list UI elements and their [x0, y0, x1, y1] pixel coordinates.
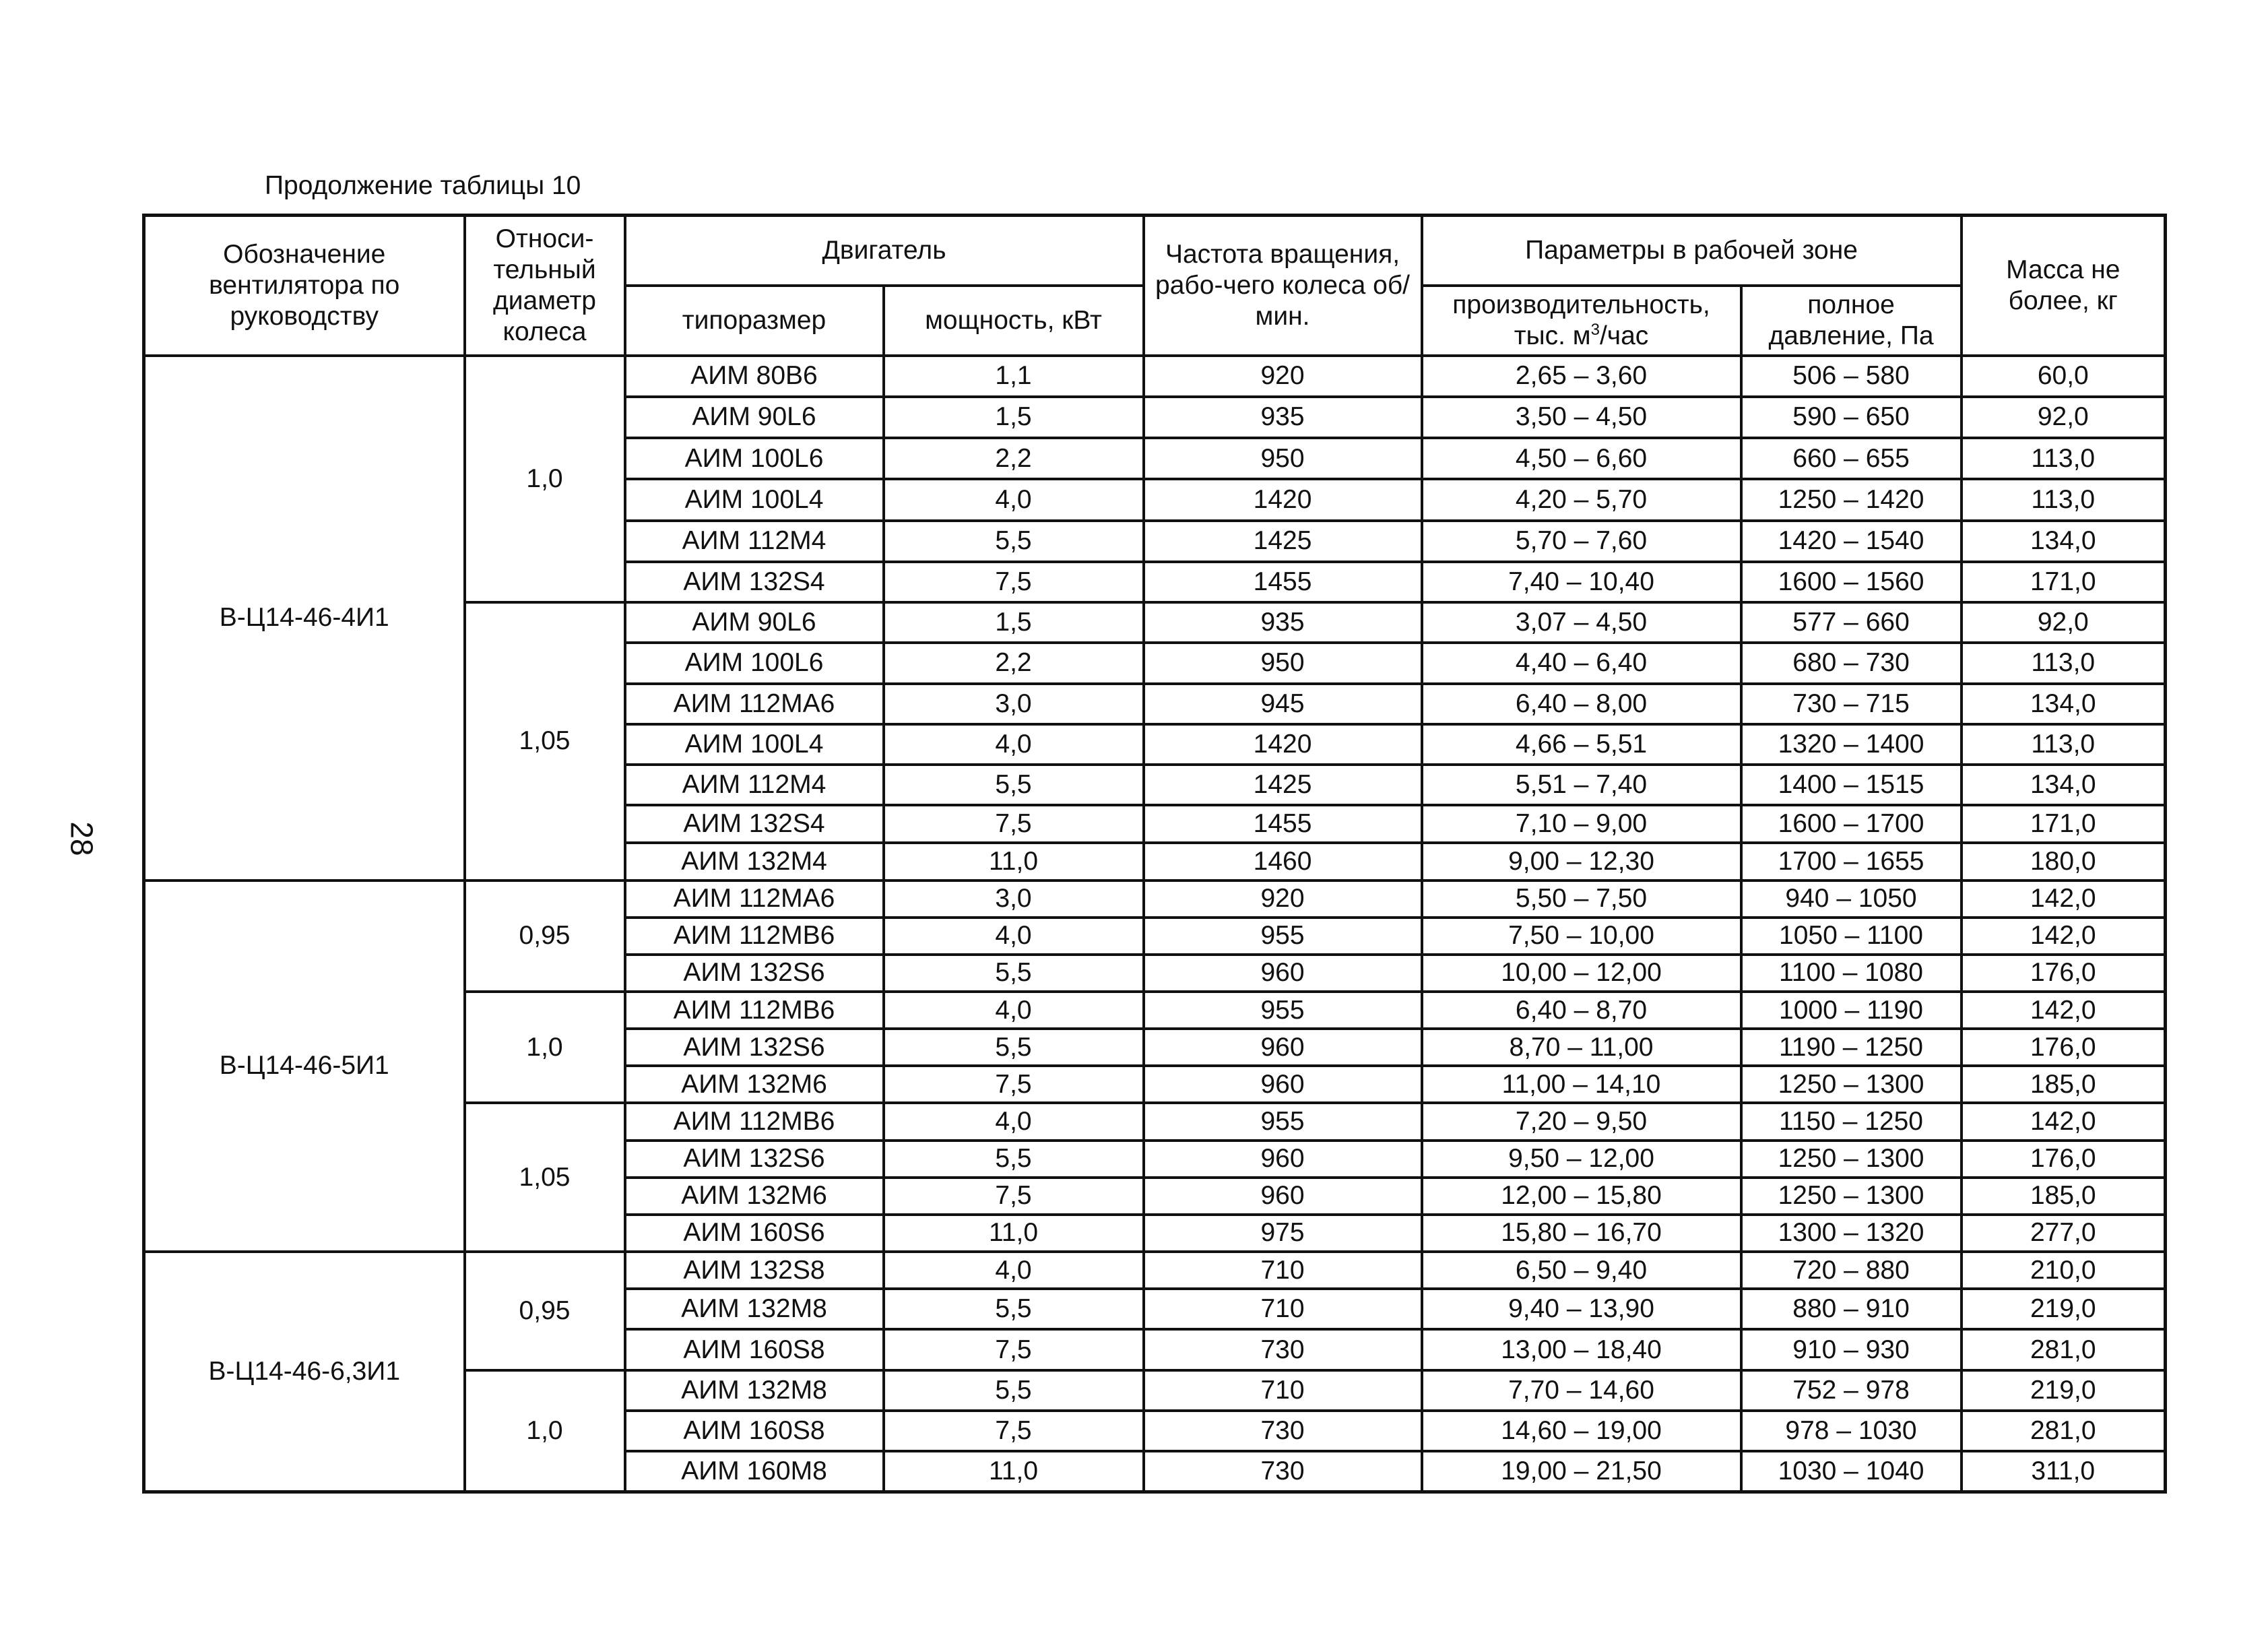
speed-cell: 945 — [1144, 684, 1422, 724]
capacity-cell: 3,07 – 4,50 — [1422, 602, 1741, 643]
motor-power-cell: 4,0 — [884, 992, 1144, 1029]
mass-cell: 185,0 — [1962, 1178, 2166, 1215]
fan-spec-table — [142, 214, 2167, 1494]
relative-diameter-cell: 0,95 — [465, 881, 625, 992]
mass-cell: 176,0 — [1962, 1029, 2166, 1066]
capacity-cell: 9,50 – 12,00 — [1422, 1141, 1741, 1178]
motor-power-cell: 4,0 — [884, 724, 1144, 765]
header-pressure: полное давление, Па — [1741, 286, 1962, 356]
motor-power-cell: 4,0 — [884, 918, 1144, 955]
motor-power-cell: 3,0 — [884, 881, 1144, 918]
speed-cell: 960 — [1144, 1178, 1422, 1215]
capacity-cell: 4,20 – 5,70 — [1422, 479, 1741, 520]
capacity-cell: 6,50 – 9,40 — [1422, 1252, 1741, 1289]
motor-type-cell: АИМ 132S8 — [625, 1252, 884, 1289]
capacity-cell: 4,66 – 5,51 — [1422, 724, 1741, 765]
capacity-cell: 7,10 – 9,00 — [1422, 805, 1741, 843]
speed-cell: 975 — [1144, 1215, 1422, 1252]
pressure-cell: 1250 – 1300 — [1741, 1141, 1962, 1178]
pressure-cell: 978 – 1030 — [1741, 1411, 1962, 1451]
capacity-cell: 9,40 – 13,90 — [1422, 1289, 1741, 1329]
motor-power-cell: 7,5 — [884, 1178, 1144, 1215]
capacity-cell: 3,50 – 4,50 — [1422, 397, 1741, 438]
capacity-cell: 7,50 – 10,00 — [1422, 918, 1741, 955]
mass-cell: 92,0 — [1962, 397, 2166, 438]
motor-type-cell: АИМ 112МА6 — [625, 684, 884, 724]
motor-type-cell: АИМ 132М6 — [625, 1178, 884, 1215]
motor-type-cell: АИМ 100L4 — [625, 479, 884, 520]
table-row — [144, 881, 2166, 918]
speed-cell: 1460 — [1144, 843, 1422, 880]
pressure-cell: 1000 – 1190 — [1741, 992, 1962, 1029]
fan-designation-cell: В-Ц14-46-4И1 — [144, 356, 465, 881]
mass-cell: 142,0 — [1962, 992, 2166, 1029]
motor-power-cell: 5,5 — [884, 1289, 1144, 1329]
pressure-cell: 506 – 580 — [1741, 356, 1962, 397]
motor-power-cell: 7,5 — [884, 1066, 1144, 1103]
pressure-cell: 1700 – 1655 — [1741, 843, 1962, 880]
speed-cell: 710 — [1144, 1289, 1422, 1329]
speed-cell: 935 — [1144, 397, 1422, 438]
speed-cell: 935 — [1144, 602, 1422, 643]
table-row — [144, 356, 2166, 397]
speed-cell: 950 — [1144, 643, 1422, 683]
capacity-cell: 6,40 – 8,00 — [1422, 684, 1741, 724]
speed-cell: 955 — [1144, 992, 1422, 1029]
header-params: Параметры в рабочей зоне — [1422, 216, 1962, 286]
speed-cell: 1420 — [1144, 724, 1422, 765]
motor-type-cell: АИМ 132S4 — [625, 562, 884, 602]
motor-power-cell: 2,2 — [884, 438, 1144, 479]
motor-type-cell: АИМ 112МА6 — [625, 881, 884, 918]
motor-type-cell: АИМ 160S8 — [625, 1411, 884, 1451]
mass-cell: 142,0 — [1962, 918, 2166, 955]
pressure-cell: 1600 – 1700 — [1741, 805, 1962, 843]
pressure-cell: 752 – 978 — [1741, 1370, 1962, 1411]
capacity-cell: 13,00 – 18,40 — [1422, 1329, 1741, 1370]
motor-power-cell: 11,0 — [884, 1215, 1144, 1252]
mass-cell: 113,0 — [1962, 643, 2166, 683]
pressure-cell: 880 – 910 — [1741, 1289, 1962, 1329]
speed-cell: 730 — [1144, 1329, 1422, 1370]
capacity-cell: 5,51 – 7,40 — [1422, 765, 1741, 805]
pressure-cell: 590 – 650 — [1741, 397, 1962, 438]
motor-type-cell: АИМ 132М8 — [625, 1370, 884, 1411]
motor-power-cell: 7,5 — [884, 1411, 1144, 1451]
speed-cell: 960 — [1144, 1029, 1422, 1066]
speed-cell: 1425 — [1144, 765, 1422, 805]
speed-cell: 960 — [1144, 1066, 1422, 1103]
mass-cell: 142,0 — [1962, 881, 2166, 918]
motor-type-cell: АИМ 100L4 — [625, 724, 884, 765]
pressure-cell: 660 – 655 — [1741, 438, 1962, 479]
header-capacity — [1422, 286, 1741, 356]
motor-type-cell: АИМ 112М4 — [625, 765, 884, 805]
motor-power-cell: 4,0 — [884, 479, 1144, 520]
pressure-cell: 1420 – 1540 — [1741, 521, 1962, 562]
capacity-cell: 5,70 – 7,60 — [1422, 521, 1741, 562]
pressure-cell: 1250 – 1300 — [1741, 1178, 1962, 1215]
motor-power-cell: 1,5 — [884, 602, 1144, 643]
motor-power-cell: 1,1 — [884, 356, 1144, 397]
mass-cell: 134,0 — [1962, 684, 2166, 724]
capacity-cell: 15,80 – 16,70 — [1422, 1215, 1741, 1252]
capacity-cell: 4,50 – 6,60 — [1422, 438, 1741, 479]
mass-cell: 92,0 — [1962, 602, 2166, 643]
speed-cell: 710 — [1144, 1252, 1422, 1289]
motor-power-cell: 3,0 — [884, 684, 1144, 724]
mass-cell: 142,0 — [1962, 1103, 2166, 1140]
pressure-cell: 1190 – 1250 — [1741, 1029, 1962, 1066]
table-row — [144, 1252, 2166, 1289]
motor-type-cell: АИМ 160S8 — [625, 1329, 884, 1370]
motor-type-cell: АИМ 160М8 — [625, 1451, 884, 1492]
mass-cell: 281,0 — [1962, 1329, 2166, 1370]
fan-designation-cell: В-Ц14-46-5И1 — [144, 881, 465, 1252]
motor-type-cell: АИМ 100L6 — [625, 438, 884, 479]
pressure-cell: 1600 – 1560 — [1741, 562, 1962, 602]
mass-cell: 219,0 — [1962, 1289, 2166, 1329]
capacity-label: производительность, тыс. м — [1452, 290, 1710, 350]
header-speed: Частота вращения, рабо-чего колеса об/мин. — [1144, 216, 1422, 356]
pressure-cell: 1100 – 1080 — [1741, 955, 1962, 992]
mass-cell: 210,0 — [1962, 1252, 2166, 1289]
relative-diameter-cell: 1,05 — [465, 602, 625, 881]
motor-type-cell: АИМ 112МВ6 — [625, 1103, 884, 1140]
capacity-cell: 12,00 – 15,80 — [1422, 1178, 1741, 1215]
capacity-cell: 4,40 – 6,40 — [1422, 643, 1741, 683]
fan-designation-cell: В-Ц14-46-6,3И1 — [144, 1252, 465, 1492]
relative-diameter-cell: 0,95 — [465, 1252, 625, 1370]
speed-cell: 710 — [1144, 1370, 1422, 1411]
motor-type-cell: АИМ 132М4 — [625, 843, 884, 880]
speed-cell: 1455 — [1144, 562, 1422, 602]
capacity-cell: 7,70 – 14,60 — [1422, 1370, 1741, 1411]
capacity-cell: 6,40 – 8,70 — [1422, 992, 1741, 1029]
capacity-cell: 7,20 – 9,50 — [1422, 1103, 1741, 1140]
page-number: 28 — [64, 821, 100, 856]
motor-type-cell: АИМ 112МВ6 — [625, 918, 884, 955]
mass-cell: 60,0 — [1962, 356, 2166, 397]
motor-type-cell: АИМ 100L6 — [625, 643, 884, 683]
motor-type-cell: АИМ 132М6 — [625, 1066, 884, 1103]
pressure-cell: 680 – 730 — [1741, 643, 1962, 683]
motor-power-cell: 4,0 — [884, 1252, 1144, 1289]
capacity-cell: 5,50 – 7,50 — [1422, 881, 1741, 918]
motor-type-cell: АИМ 90L6 — [625, 602, 884, 643]
mass-cell: 176,0 — [1962, 1141, 2166, 1178]
motor-type-cell: АИМ 160S6 — [625, 1215, 884, 1252]
relative-diameter-cell: 1,0 — [465, 356, 625, 603]
pressure-cell: 720 – 880 — [1741, 1252, 1962, 1289]
motor-power-cell: 1,5 — [884, 397, 1144, 438]
speed-cell: 730 — [1144, 1451, 1422, 1492]
motor-power-cell: 7,5 — [884, 805, 1144, 843]
table-body — [144, 356, 2166, 1492]
speed-cell: 920 — [1144, 356, 1422, 397]
speed-cell: 950 — [1144, 438, 1422, 479]
capacity-cell: 7,40 – 10,40 — [1422, 562, 1741, 602]
capacity-cell: 2,65 – 3,60 — [1422, 356, 1741, 397]
capacity-unit: /час — [1599, 321, 1649, 350]
pressure-cell: 1320 – 1400 — [1741, 724, 1962, 765]
motor-power-cell: 11,0 — [884, 1451, 1144, 1492]
pressure-cell: 940 – 1050 — [1741, 881, 1962, 918]
motor-power-cell: 5,5 — [884, 521, 1144, 562]
motor-type-cell: АИМ 132S4 — [625, 805, 884, 843]
pressure-cell: 730 – 715 — [1741, 684, 1962, 724]
relative-diameter-cell: 1,0 — [465, 1370, 625, 1492]
speed-cell: 1455 — [1144, 805, 1422, 843]
pressure-cell: 1030 – 1040 — [1741, 1451, 1962, 1492]
speed-cell: 730 — [1144, 1411, 1422, 1451]
pressure-cell: 1250 – 1420 — [1741, 479, 1962, 520]
speed-cell: 920 — [1144, 881, 1422, 918]
capacity-cell: 19,00 – 21,50 — [1422, 1451, 1741, 1492]
motor-power-cell: 2,2 — [884, 643, 1144, 683]
mass-cell: 180,0 — [1962, 843, 2166, 880]
capacity-cell: 14,60 – 19,00 — [1422, 1411, 1741, 1451]
header-motor-power: мощность, кВт — [884, 286, 1144, 356]
mass-cell: 176,0 — [1962, 955, 2166, 992]
relative-diameter-cell: 1,0 — [465, 992, 625, 1103]
capacity-cell: 10,00 – 12,00 — [1422, 955, 1741, 992]
mass-cell: 134,0 — [1962, 521, 2166, 562]
speed-cell: 960 — [1144, 955, 1422, 992]
pressure-cell: 577 – 660 — [1741, 602, 1962, 643]
table-caption: Продолжение таблицы 10 — [265, 171, 581, 200]
mass-cell: 113,0 — [1962, 479, 2166, 520]
speed-cell: 1420 — [1144, 479, 1422, 520]
mass-cell: 219,0 — [1962, 1370, 2166, 1411]
mass-cell: 171,0 — [1962, 805, 2166, 843]
motor-power-cell: 11,0 — [884, 843, 1144, 880]
capacity-cell: 11,00 – 14,10 — [1422, 1066, 1741, 1103]
motor-power-cell: 5,5 — [884, 765, 1144, 805]
motor-power-cell: 5,5 — [884, 1029, 1144, 1066]
header-diameter: Относи-тельный диаметр колеса — [465, 216, 625, 356]
header-fan: Обозначение вентилятора по руководству — [144, 216, 465, 356]
motor-type-cell: АИМ 132S6 — [625, 955, 884, 992]
motor-power-cell: 7,5 — [884, 562, 1144, 602]
mass-cell: 277,0 — [1962, 1215, 2166, 1252]
motor-power-cell: 4,0 — [884, 1103, 1144, 1140]
motor-type-cell: АИМ 132S6 — [625, 1141, 884, 1178]
speed-cell: 955 — [1144, 918, 1422, 955]
capacity-exponent: 3 — [1590, 320, 1600, 339]
mass-cell: 185,0 — [1962, 1066, 2166, 1103]
pressure-cell: 1300 – 1320 — [1741, 1215, 1962, 1252]
header-motor-type: типоразмер — [625, 286, 884, 356]
pressure-cell: 1150 – 1250 — [1741, 1103, 1962, 1140]
mass-cell: 281,0 — [1962, 1411, 2166, 1451]
mass-cell: 171,0 — [1962, 562, 2166, 602]
motor-power-cell: 5,5 — [884, 1141, 1144, 1178]
motor-power-cell: 5,5 — [884, 1370, 1144, 1411]
motor-type-cell: АИМ 132М8 — [625, 1289, 884, 1329]
capacity-cell: 8,70 – 11,00 — [1422, 1029, 1741, 1066]
mass-cell: 134,0 — [1962, 765, 2166, 805]
motor-power-cell: 7,5 — [884, 1329, 1144, 1370]
motor-type-cell: АИМ 80В6 — [625, 356, 884, 397]
mass-cell: 113,0 — [1962, 438, 2166, 479]
motor-type-cell: АИМ 90L6 — [625, 397, 884, 438]
header-motor: Двигатель — [625, 216, 1144, 286]
motor-type-cell: АИМ 132S6 — [625, 1029, 884, 1066]
pressure-cell: 1250 – 1300 — [1741, 1066, 1962, 1103]
pressure-cell: 910 – 930 — [1741, 1329, 1962, 1370]
speed-cell: 955 — [1144, 1103, 1422, 1140]
header-mass: Масса не более, кг — [1962, 216, 2166, 356]
capacity-cell: 9,00 – 12,30 — [1422, 843, 1741, 880]
speed-cell: 1425 — [1144, 521, 1422, 562]
relative-diameter-cell: 1,05 — [465, 1103, 625, 1252]
pressure-cell: 1050 – 1100 — [1741, 918, 1962, 955]
motor-power-cell: 5,5 — [884, 955, 1144, 992]
speed-cell: 960 — [1144, 1141, 1422, 1178]
mass-cell: 311,0 — [1962, 1451, 2166, 1492]
motor-type-cell: АИМ 112М4 — [625, 521, 884, 562]
mass-cell: 113,0 — [1962, 724, 2166, 765]
motor-type-cell: АИМ 112МВ6 — [625, 992, 884, 1029]
pressure-cell: 1400 – 1515 — [1741, 765, 1962, 805]
